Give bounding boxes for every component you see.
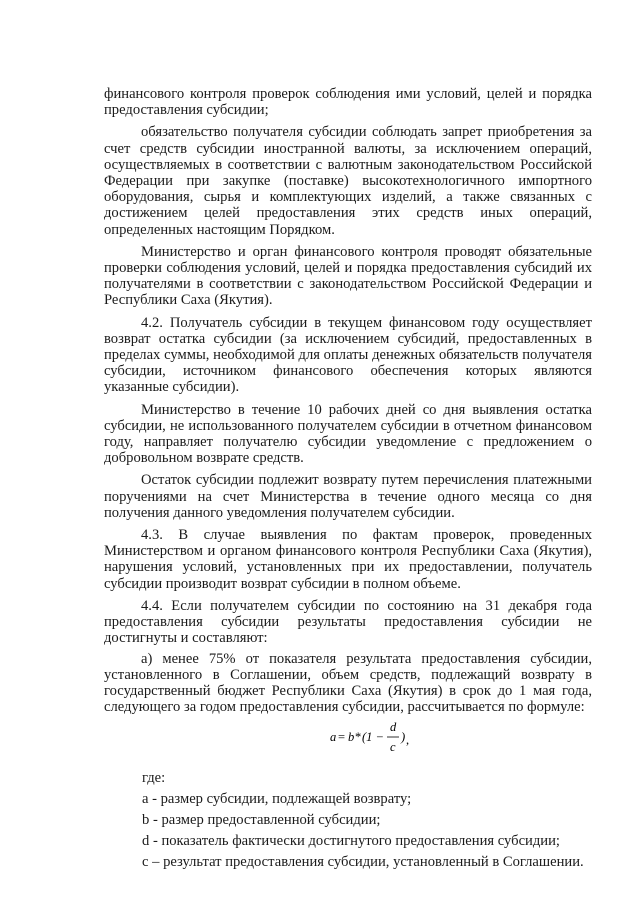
- formula-graphic: [330, 720, 430, 756]
- paragraph-2: обязательство получателя субсидии соблюдать запрет приобретения за счет средств субсидии иностранной валюты, за исключением операций, осуществляемых в соответствии с валютным законодательством Российской Федерации при закупке (поставке) высокотехнологичного импортного оборудования, сырья и комплектующих изделий, а также связанных с достижением целей предоставления этих средств иных операций, определенных настоящим Порядком.: [104, 124, 592, 238]
- formula-denominator: c: [390, 740, 396, 754]
- paragraph-7: 4.3. В случае выявления по фактам проверок, проведенных Министерством и органом финансового контроля Республики Саха (Якутия), нарушения условий, установленных при их предоставлении, получатель субсидии производит возврат субсидии в полном объеме.: [104, 527, 592, 592]
- paragraph-3: Министерство и орган финансового контроля проводят обязательные проверки соблюдения условий, целей и порядка предоставления субсидий их получателями в соответствии с законодательством Российской Федерации и Республики Саха (Якутия).: [104, 243, 592, 309]
- paragraph-8: 4.4. Если получателем субсидии по состоянию на 31 декабря года предоставления субсидии результаты предоставления субсидии не достигнуты и составляют:: [104, 597, 592, 647]
- legend-item-c: c – результат предоставления субсидии, установленный в Соглашении.: [142, 854, 584, 870]
- formula-times: *: [355, 730, 362, 744]
- paragraph-5: Министерство в течение 10 рабочих дней со дня выявления остатка субсидии, не использованного получателем субсидии в отчетном финансовом году, направляет получателю субсидии уведомление с предложением о добровольном возврате средств.: [104, 401, 592, 467]
- formula-legend: [142, 770, 602, 875]
- formula-numerator: d: [390, 720, 397, 734]
- formula-lhs: a: [330, 730, 337, 744]
- paragraph-6: Остаток субсидии подлежит возврату путем перечисления платежными поручениями на счет Министерства в течение одного месяца со дня получения данного уведомления получателем субсидии.: [104, 472, 592, 521]
- formula: [330, 720, 430, 756]
- legend-item-a: a - размер субсидии, подлежащей возврату;: [142, 791, 412, 807]
- formula-b: b: [348, 730, 355, 744]
- legend-item-b: b - размер предоставленной субсидии;: [142, 812, 381, 828]
- formula-comma: ,: [406, 733, 410, 747]
- formula-equals: =: [338, 730, 346, 744]
- paragraph-1: финансового контроля проверок соблюдения ими условий, целей и порядка предоставления субсидии;: [104, 86, 592, 119]
- formula-open: (1 −: [362, 730, 384, 744]
- paragraph-4: 4.2. Получатель субсидии в текущем финансовом году осуществляет возврат остатка субсидии (за исключением субсидий, предоставленных в пределах суммы, необходимой для оплаты денежных обязательств получателя субсидии, источником финансового обеспечения которых являются указанные субсидии).: [104, 314, 592, 396]
- legend-item-d: d - показатель фактически достигнутого предоставления субсидии;: [142, 833, 560, 849]
- formula-close: ): [401, 730, 406, 744]
- document-body: [104, 86, 592, 715]
- paragraph-9: а) менее 75% от показателя результата предоставления субсидии, установленного в Соглашении, объем средств, подлежащий возврату в государственный бюджет Республики Саха (Якутия) в срок до 1 мая года, следующего за годом предоставления субсидии, рассчитывается по формуле:: [104, 650, 592, 716]
- legend-heading: где:: [142, 770, 166, 786]
